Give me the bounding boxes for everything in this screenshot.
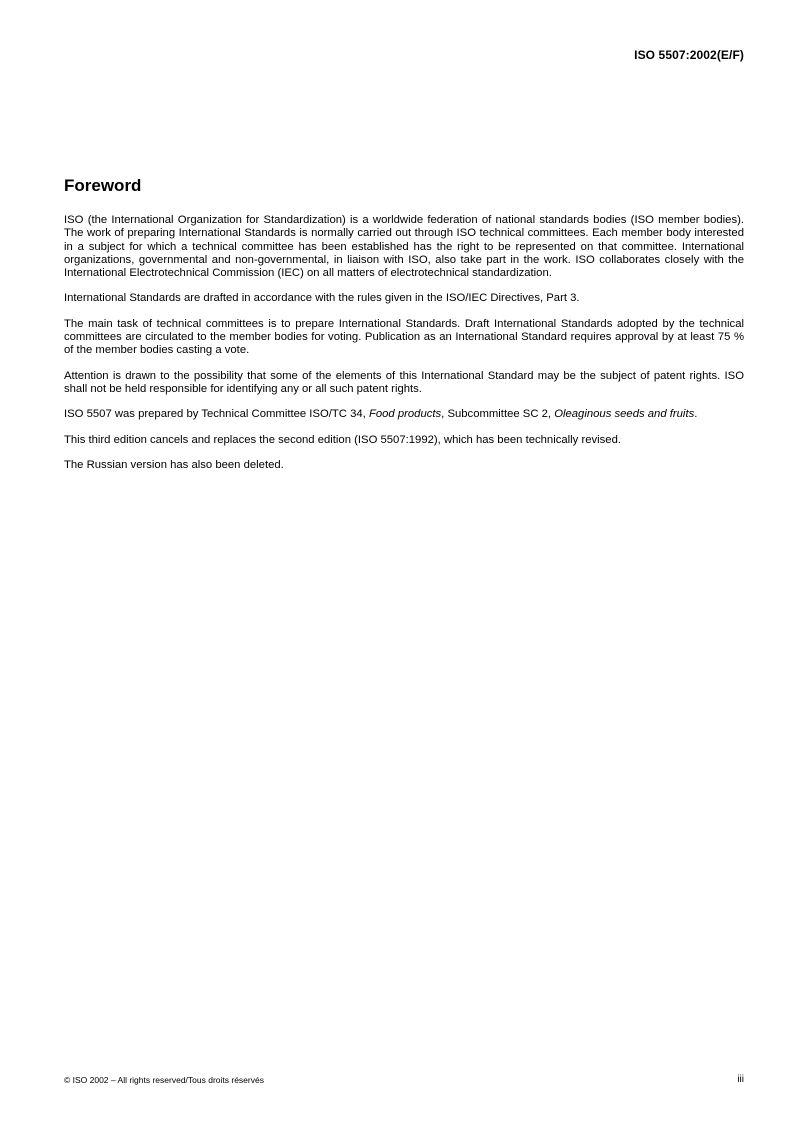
prepared-by-text-2: , Subcommittee SC 2, [441, 408, 555, 421]
prepared-by-text-1: ISO 5507 was prepared by Technical Committee ISO/TC 34, [64, 408, 369, 421]
committee-name: Food products [368, 408, 442, 421]
prepared-by-text-3: . [694, 408, 698, 421]
paragraph-directives: International Standards are drafted in accordance with the rules given in the ISO/IEC Directives, Part 3. [64, 292, 580, 305]
paragraph-russian-version: The Russian version has also been deleted. [64, 458, 284, 471]
paragraph-edition: This third edition cancels and replaces the second edition (ISO 5507:1992), which has been technically revised. [64, 433, 622, 446]
paragraph-iso-description: ISO (the International Organization for Standardization) is a worldwide federation of national standards bodies (ISO member bodies). The work of preparing International Standards is normally carried out through ISO technical committees. Each member body interested in a subject for which a technical committee has been established has the right to be represented on that committee. International organizations, governmental and non-governmental, in liaison with ISO, also take part in the work. ISO collaborates closely with the International Electrotechnical Commission (IEC) on all matters of electrotechnical standardization. [64, 214, 744, 280]
subcommittee-name: Oleaginous seeds and fruits [554, 408, 695, 421]
foreword-section [64, 176, 744, 484]
paragraph-patent-rights: Attention is drawn to the possibility that some of the elements of this International Standard may be the subject of patent rights. ISO shall not be held responsible for identifying any or all such patent rights. [64, 369, 744, 395]
copyright-notice: © ISO 2002 – All rights reserved/Tous droits réservés [64, 1075, 264, 1085]
paragraph-technical-committees: The main task of technical committees is to prepare International Standards. Draft International Standards adopted by the technical committees are circulated to the member bodies for voting. Publication as an International Standard requires approval by at least 75 % of the member bodies casting a vote. [64, 317, 744, 357]
page-title: Foreword [64, 176, 142, 195]
page-number: iii [737, 1074, 744, 1085]
document-id-header: ISO 5507:2002(E/F) [634, 48, 744, 62]
paragraph-prepared-by [64, 408, 744, 421]
